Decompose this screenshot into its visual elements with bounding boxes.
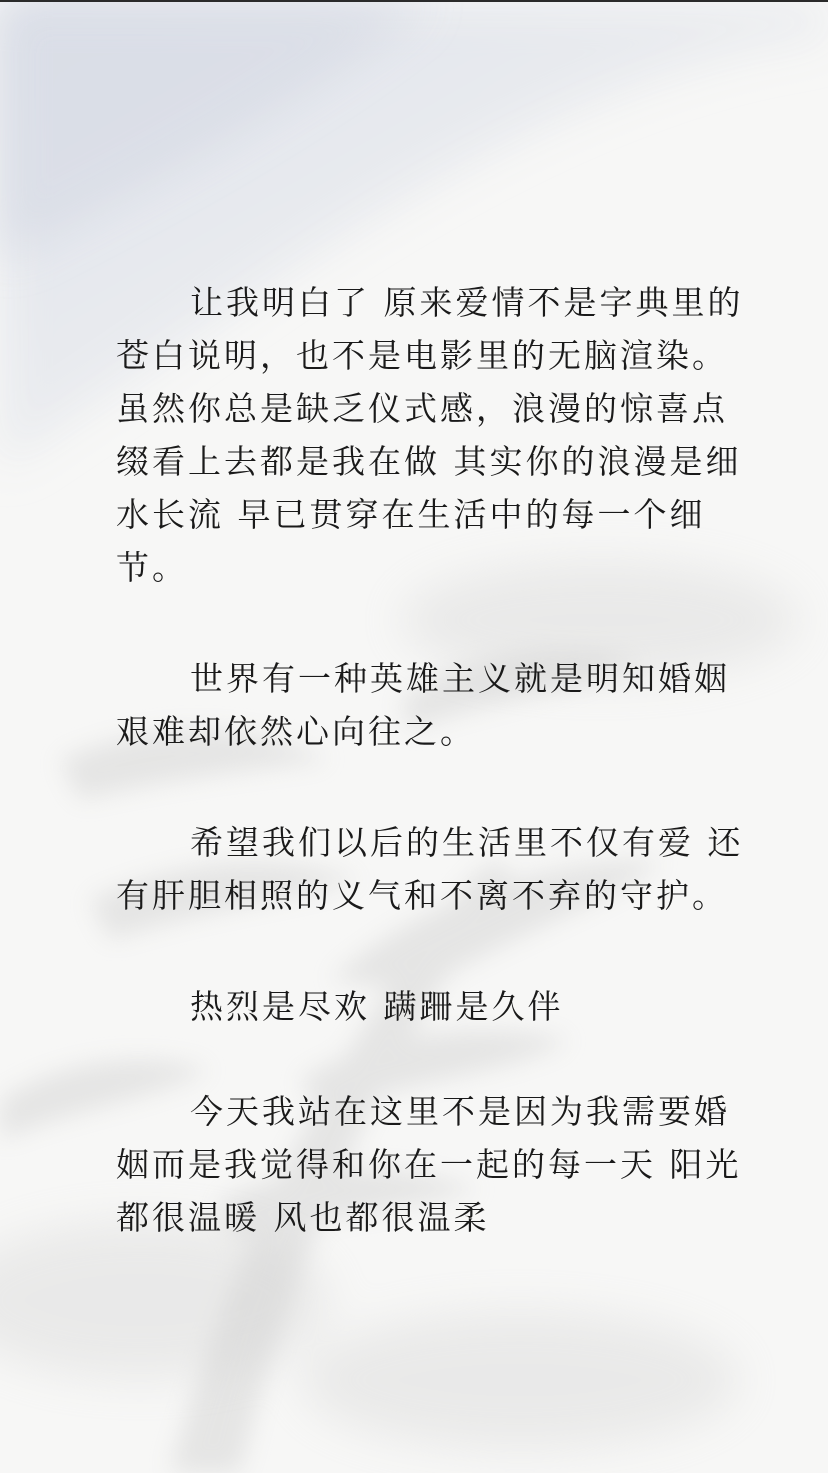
article-body — [116, 276, 756, 1244]
paragraph-passion-companionship: 热烈是尽欢 蹒跚是久伴 — [190, 987, 564, 1026]
paragraph-love-explained: 让我明白了 原来爱情不是字典里的苍白说明，也不是电影里的无脑渲染。虽然你总是缺乏仪式感，浪漫的惊喜点缀看上去都是我在做 其实你的浪漫是细水长流 早已贯穿在生活中的每一个细节。 — [116, 283, 744, 587]
paragraph-hope: 希望我们以后的生活里不仅有爱 还有肝胆相照的义气和不离不弃的守护。 — [116, 823, 744, 915]
paragraph-today: 今天我站在这里不是因为我需要婚姻而是我觉得和你在一起的每一天 阳光都很温暖 风也都很温柔 — [116, 1092, 742, 1237]
top-border-line — [0, 0, 828, 2]
paragraph-heroism: 世界有一种英雄主义就是明知婚姻艰难却依然心向往之。 — [116, 659, 730, 751]
